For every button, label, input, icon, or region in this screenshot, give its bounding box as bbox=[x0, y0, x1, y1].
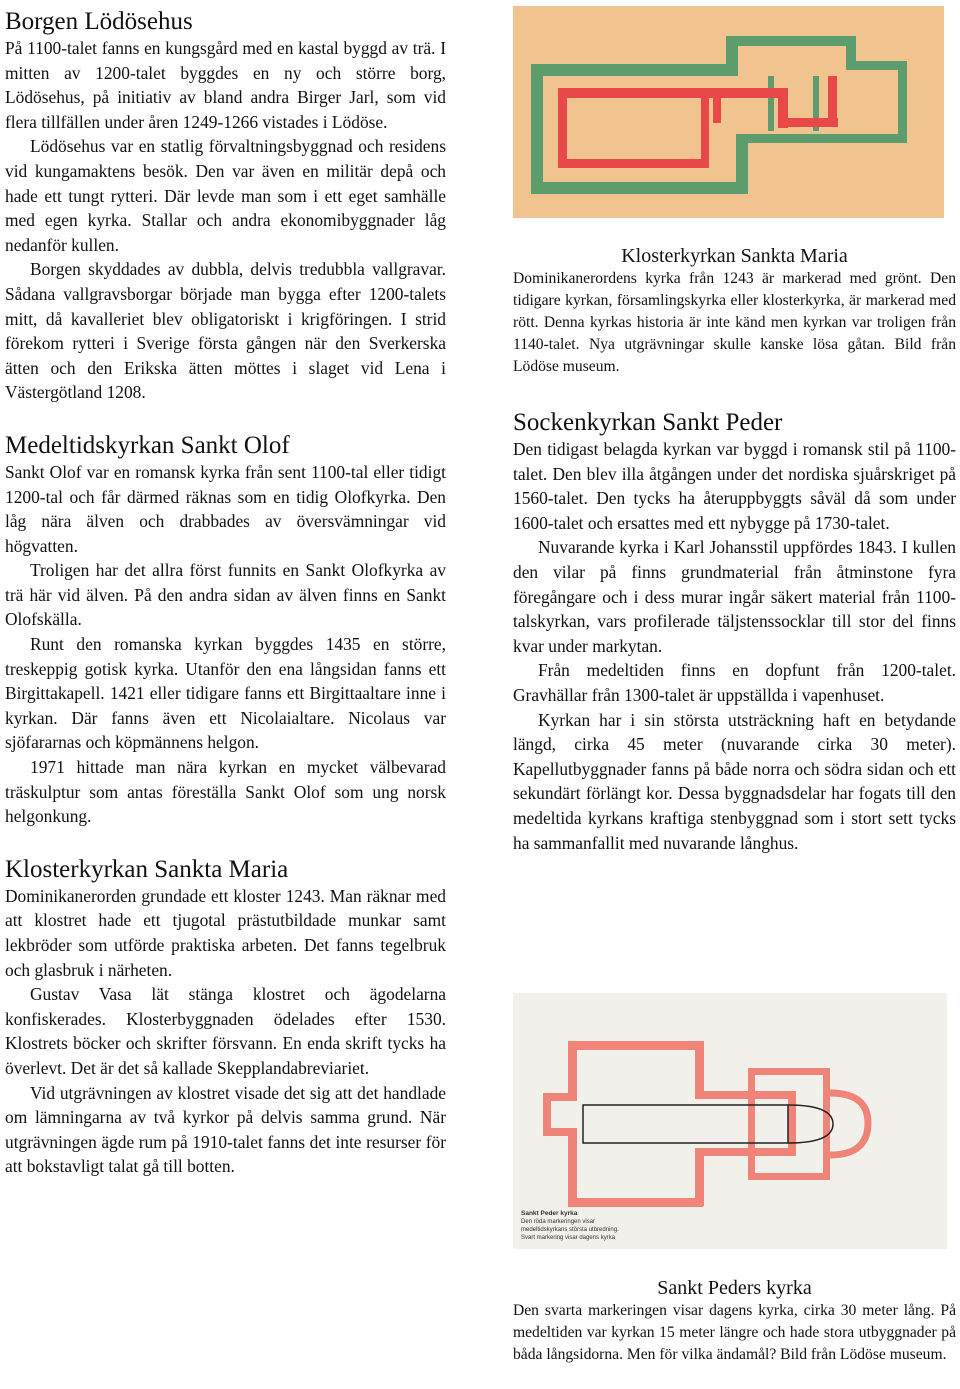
paragraph: Borgen skyddades av dubbla, delvis tredubbla vallgravar. Sådana vallgravsborgar började man bygga efter 1200-talets mitt, då kavalleriet blev obligatoriskt i krigföringen. I strid förekom rytteri i Sverige första gången när den Sverkerska ätten och den Erikska ätten möttes i slaget vid Lena i Västergötland 1208. bbox=[5, 259, 446, 403]
paragraph: Lödösehus var en statlig förvaltningsbyggnad och residens vid kungamaktens besök. Den var även en militär depå och hade ett tungt rytteri. Där levde man som i ett eget samhälle med egen kyrka. Stallar och andra ekonomibyggnader låg nedanför kullen. bbox=[5, 136, 446, 255]
heading-olof: Medeltidskyrkan Sankt Olof bbox=[5, 431, 290, 459]
paragraph: Runt den romanska kyrkan byggdes 1435 en större, treskeppig gotisk kyrka. Utanför den ena långsidan fanns ett Birgittakapell. 1421 eller tidigare fanns ett Birgittaaltare inne i kyrkan. Där fanns även ett Nicolaialtare. Nicolaus var sjöfararnas och köpmännens helgon. bbox=[5, 634, 446, 753]
figure-caption: Dominikanerordens kyrka från 1243 är markerad med grönt. Den tidigare kyrkan, församlingskyrka eller klosterkyrka, är markerad med rött. Denna kyrkas historia är inte känd men kyrkan var troligen från 1140-talet. Nya utgrävningar skulle kanske lösa gåtan. Bild från Lödöse museum. bbox=[513, 270, 956, 375]
paragraph: Gustav Vasa lät stänga klostret och ägodelarna konfiskerades. Klosterbyggnaden ödelades efter 1530. Klostrets böcker och skrifter försvann. En enda skrift tycks ha överlevt. Det är det så kallade Skepplandabreviariet. bbox=[5, 984, 446, 1078]
heading-kloster: Klosterkyrkan Sankta Maria bbox=[5, 855, 289, 883]
peder-plan-image bbox=[513, 993, 947, 1249]
paragraph: 1971 hittade man nära kyrkan en mycket välbevarad träskulptur som antas föreställa Sankt Olof som ung norsk helgonkung. bbox=[5, 757, 446, 827]
figure-title: Sankt Peders kyrka bbox=[657, 1277, 812, 1299]
right-column-bottom bbox=[513, 1276, 956, 1366]
paragraph: Vid utgrävningen av klostret visade det sig att det handlade om lämningarna av två kyrkor på delvis samma grund. När utgrävningen ägde rum på 1910-talet fanns det inte resurser för att bokstavligt talat gå till botten. bbox=[5, 1082, 446, 1177]
heading-borgen: Borgen Lödösehus bbox=[5, 8, 193, 35]
paragraph: Dominikanerorden grundade ett kloster 1243. Man räknar med att klostret hade ett tjugotal prästutbildade munkar samt lekbröder som utförde praktiska arbeten. Det fanns tegelbruk och glasbruk i närheten. bbox=[5, 885, 446, 980]
legend-line: Sankt Peder kyrka bbox=[521, 1210, 578, 1217]
figure-caption: Den svarta markeringen visar dagens kyrka, cirka 30 meter lång. På medeltiden var kyrkan 15 meter längre och hade stora utbyggnader på båda långsidorna. Men för vilka ändamål? Bild från Lödöse museum. bbox=[513, 1302, 956, 1363]
paragraph: Kyrkan har i sin största utsträckning haft en betydande längd, cirka 45 meter (nuvarande cirka 30 meter). Kapellutbyggnader fanns på både norra och södra sidan och ett sekundärt förlängt kor. Dessa byggnadsdelar har fogats till den medeltida kyrkans kraftiga stenbyggnad som i stort sett tycks ha sammanfallit med nuvarande långhus. bbox=[513, 709, 956, 853]
kloster-plan-image bbox=[513, 6, 944, 218]
paragraph: Den tidigast belagda kyrkan var byggd i romansk stil på 1100-talet. Den blev illa åtgången under det nordiska sjuårskriget på 1560-talet. Den tycks ha återuppbyggts såväl då som under 1600-talet och ersattes med ett nybygge på 1730-talet. bbox=[513, 439, 956, 533]
paragraph: På 1100-talet fanns en kungsgård med en kastal byggd av trä. I mitten av 1200-talet byggdes en ny och större borg, Lödösehus, på initiativ av bland andra Birger Jarl, som vid flera tillfällen under åren 1249-1266 vistades i Lödöse. bbox=[5, 38, 446, 132]
legend-line: Den röda markeringen visar bbox=[521, 1219, 596, 1225]
paragraph: Sankt Olof var en romansk kyrka från sent 1100-tal eller tidigt 1200-tal och får därmed räknas som en tidig Olofkyrka. Den låg nära älven och drabbades av översvämningar vid högvatten. bbox=[5, 461, 446, 556]
heading-peder: Sockenkyrkan Sankt Peder bbox=[513, 409, 783, 436]
left-column bbox=[5, 0, 446, 1179]
right-column bbox=[513, 244, 956, 855]
floor-plan-graphic bbox=[513, 993, 947, 1249]
legend-line: medeltidskyrkans största utbredning. bbox=[521, 1227, 619, 1233]
paragraph: Troligen har det allra först funnits en Sankt Olofkyrka av trä här vid älven. På den andra sidan av älven finns en Sankt Olofskälla. bbox=[5, 560, 446, 630]
legend-line: Svart markering visar dagens kyrka bbox=[521, 1235, 616, 1241]
floor-plan-graphic bbox=[513, 6, 944, 218]
paragraph: Nuvarande kyrka i Karl Johansstil uppfördes 1843. I kullen den vilar på finns grundmaterial från åtminstone fyra föregångare och i dess murar ingår säkert material från 1100-talskyrkan, vars profilerade täljstenssocklar till stor del finns kvar under markytan. bbox=[513, 537, 956, 656]
figure-title: Klosterkyrkan Sankta Maria bbox=[621, 245, 848, 267]
paragraph: Från medeltiden finns en dopfunt från 1200-talet. Gravhällar från 1300-talet är uppställda i vapenhuset. bbox=[513, 660, 956, 705]
